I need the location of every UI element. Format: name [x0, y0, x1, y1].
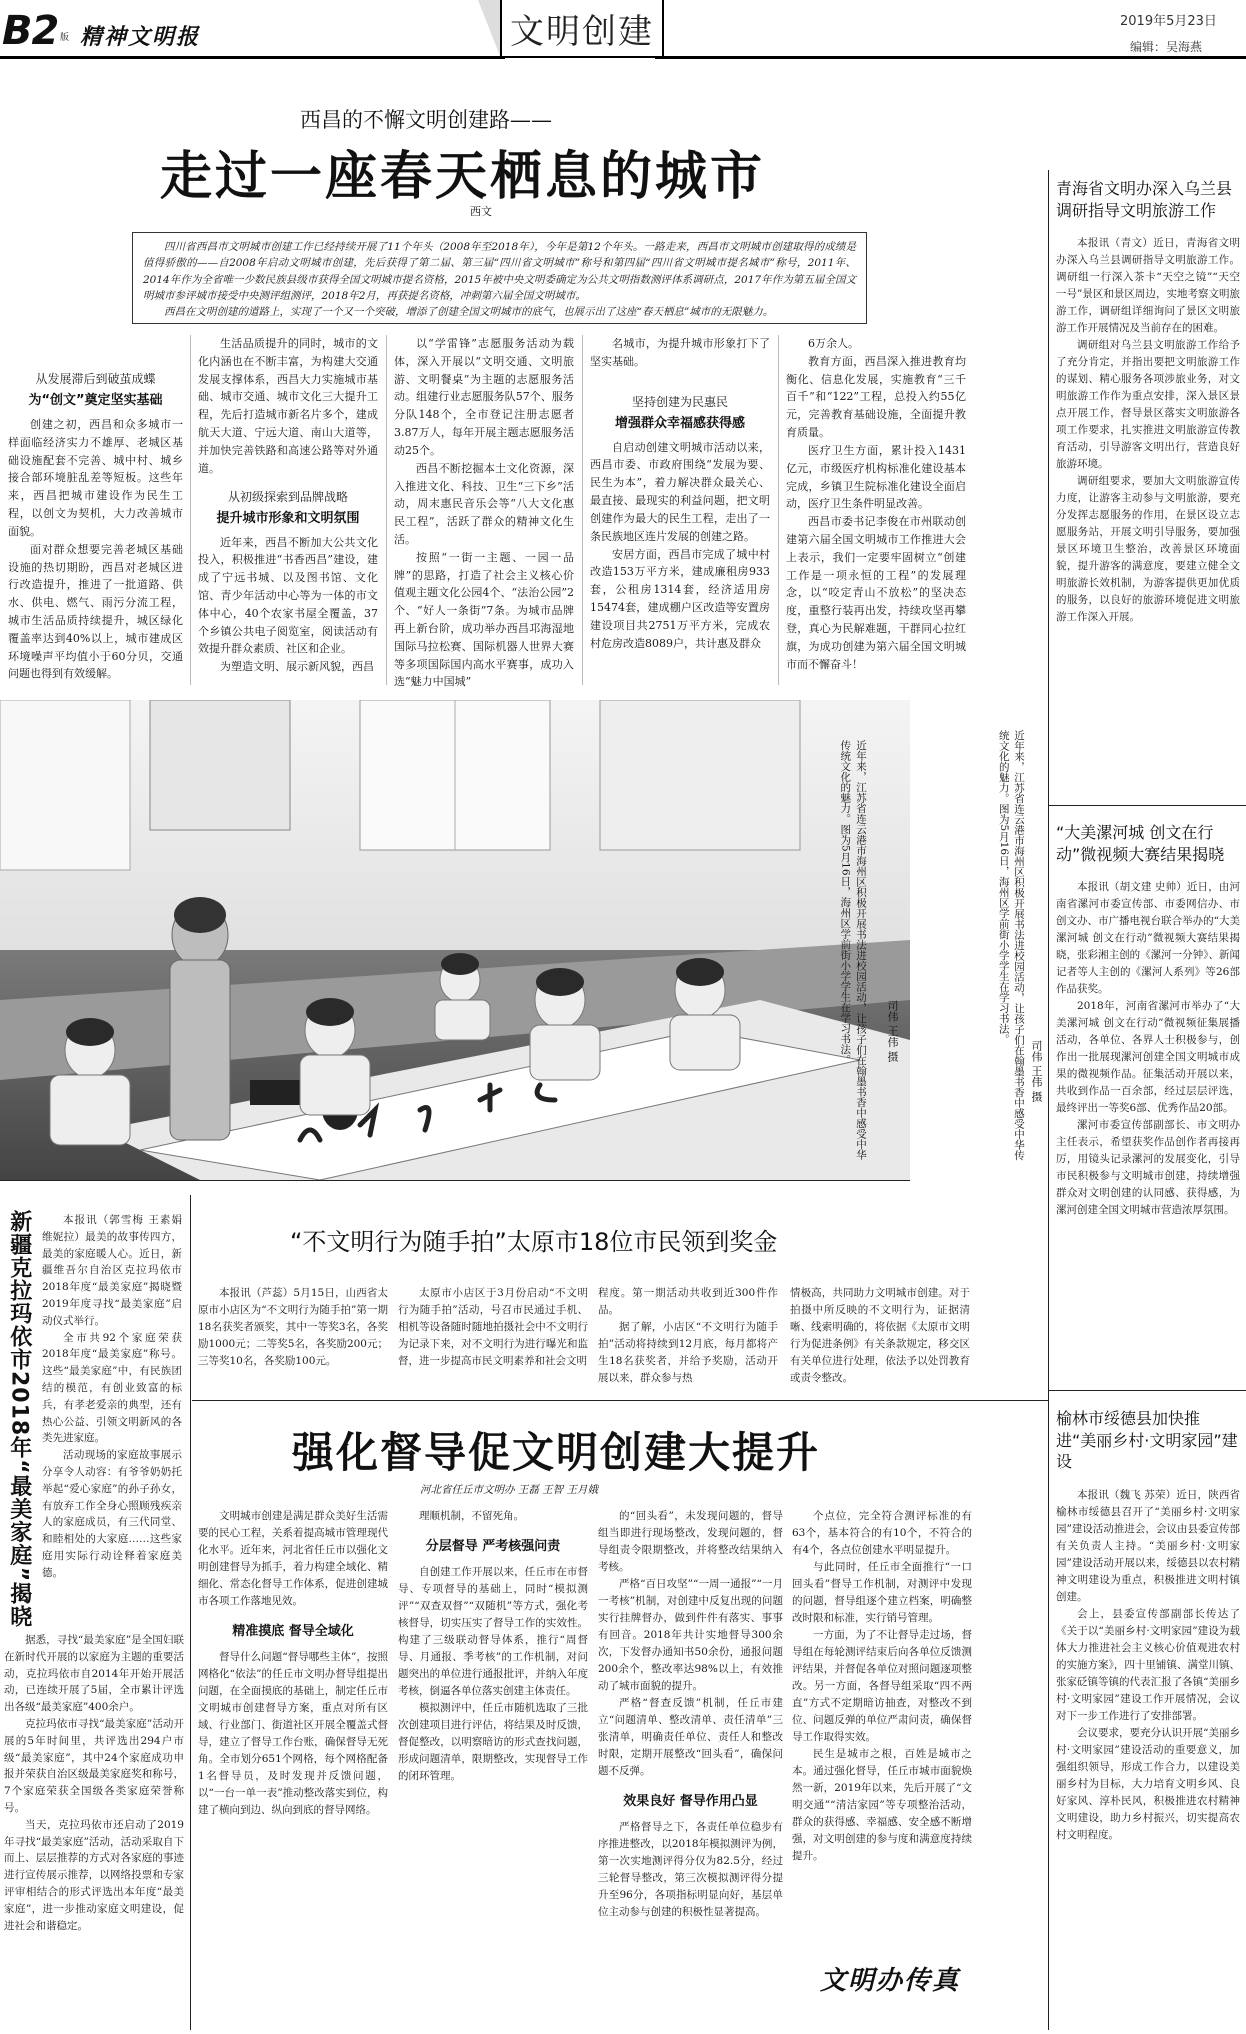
paragraph: 严格督导之下，各责任单位稳步有序推进整改，以2018年模拟测评为例，第一次实地测评得分仅为82.5分，经过三轮督导整改，第三次模拟测评得分提升至96分，各项指标明显向好，基层单位主动参与创建的积极性显著提高。: [598, 1821, 783, 1918]
subhead-title: 分层督导 严考核强问责: [425, 1539, 561, 1554]
column-text: [590, 335, 770, 371]
paragraph: 调研组对乌兰县文明旅游工作给予了充分肯定，并指出要把文明旅游工作的谋划、精心服务各项涉旅业务，对文明旅游工作作为重点安排，深入景区景点开展工作，督导景区落实文明旅游各项工作要求，扎实推进文明旅游宣传教育活动，引导游客文明出行，营造良好旅游环境。: [1056, 339, 1240, 471]
subhead-title: 效果良好 督导作用凸显: [623, 1794, 758, 1809]
lead-column: [198, 335, 378, 676]
lead-column: [590, 335, 770, 652]
supervision-title: 强化督导促文明创建大提升: [292, 1428, 821, 1477]
paragraph: 模拟测评中，任丘市随机选取了三批次创建项目进行评估，将结果及时反馈，督促整改，以明察暗访的形式查找问题，形成问题清单，限期整改，实现督导工作的闭环管理。: [398, 1702, 588, 1782]
sidebar-story-title: 榆林市绥德县加快推进“美丽乡村·文明家园”建设: [1056, 1409, 1238, 1472]
sidebar-story-title: 青海省文明办深入乌兰县调研指导文明旅游工作: [1056, 179, 1233, 220]
subhead-title: 提升城市形象和文明氛围: [216, 510, 360, 526]
supervision-byline: 河北省任丘市文明办 王磊 王智 王月娥: [420, 1484, 599, 1496]
wenming-ban-logo: 文明办传真: [820, 1966, 961, 1996]
award-column: [398, 1285, 588, 1370]
lead-title: 走过一座春天栖息的城市: [160, 147, 766, 207]
paragraph: 教育方面，西昌深入推进教育均衡化、信息化发展，实施教育“三千百千”和“122”工程，总投入约55亿元，完善教育基础设施，全面提升教育质量。: [786, 354, 966, 440]
sidebar-story-title: “大美漯河城 创文在行动”微视频大赛结果揭晓: [1056, 823, 1225, 864]
subhead-kicker: 坚持创建为民惠民: [631, 394, 728, 409]
lead-column: [394, 335, 574, 691]
paragraph: 严格“百日攻坚”“一周一通报”“一月一考核”机制，对创建中反复出现的问题实行挂牌督办，做到件件有落实、事事有回音。2018年共计实地督导300余次，下发督办通知书50余份，通报问题200余个，整改率达98%以上，有效推动了城市面貌的提升。: [598, 1578, 783, 1692]
column-text: [198, 1508, 388, 1610]
sidebar-story: [1056, 1408, 1240, 1844]
column-text: [198, 335, 378, 478]
paragraph: 本报讯（芦蕊）5月15日，山西省太原市小店区为“不文明行为随手拍”第一期18名获奖者颁奖，其中一等奖3名，各奖励1000元；二等奖5名，各奖励200元；三等奖10名，各奖励100元。: [198, 1287, 388, 1367]
sidebar-story-divider: [1048, 805, 1246, 806]
paragraph: 严格“督查反馈”机制，任丘市建立“问题清单、整改清单、责任清单”三张清单，明确责任单位、责任人和整改时限，定期开展整改“回头看”，确保问题不反弹。: [598, 1697, 783, 1777]
xinjiang-body: [42, 1212, 182, 1582]
paragraph: 自启动创建文明城市活动以来，西昌市委、市政府围绕“发展为要、民生为本”，着力解决群众最关心、最直接、最现实的利益问题，把文明创建作为最大的民生工程，走出了一条民族地区连片发展的创建之路。: [590, 440, 770, 543]
award-column: [198, 1285, 388, 1370]
xinjiang-title: 新疆克拉玛依市2018年“最美家庭”揭晓: [6, 1210, 32, 1629]
paragraph: 克拉玛依市寻找“最美家庭”活动开展的5年时间里，共评选出294户市级“最美家庭”，其中24个家庭成功申报并荣获自治区级最美家庭奖和称号，7个家庭荣获全国级各类家庭荣誉称号。: [4, 1717, 184, 1814]
paragraph: 文明城市创建是满足群众美好生活需要的民心工程，关系着提高城市管理现代化水平。近年来，河北省任丘市以强化文明创建督导为抓手，着力构建全域化、精细化、常态化督导工作体系，促进创建城市各项工作落地见效。: [198, 1510, 388, 1607]
lead-column: [786, 335, 966, 673]
photo-credit-text: 司伟 王伟 摄: [1030, 1040, 1043, 1102]
photo-caption: 近年来，江苏省连云港市海州区积极开展书法进校园活动，让孩子们在翰墨书香中感受中华传统文化的魅力。图为5月16日，海州区学前街小学学生在学习书法。: [839, 740, 867, 1160]
column-divider: [778, 335, 779, 685]
supervision-column: [398, 1508, 588, 1785]
paragraph: 全市共92个家庭荣获2018年度“最美家庭”称号。这些“最美家庭”中，有民族团结的模范，有创业致富的标兵，有孝老爱亲的典型，还有热心公益、引领文明新风的各类先进家庭。: [42, 1331, 182, 1445]
paragraph: 本报讯（胡文建 史帅）近日，由河南省漯河市委宣传部、市委网信办、市创文办、市广播电视台联合举办的“大美漯河城 创文在行动”微视频大赛结果揭晓，张彩湘主创的《漯河一分钟》、新闻记者等人主创的《漯河人系列》等26部作品获奖。: [1056, 881, 1240, 996]
sidebar-story: [1056, 178, 1240, 626]
xinjiang-body-cont: [4, 1632, 184, 1934]
lead-intro-paragraph: 西昌在文明创建的道路上，实现了一个又一个突破，增添了创建全国文明城市的底气，也展示出了这座“春天栖息”城市的无限魅力。: [164, 306, 774, 319]
paragraph: 西昌不断挖掘本土文化资源，深入推进文化、科技、卫生“三下乡”活动，周末惠民音乐会等“八大文化惠民工程”，活跃了群众的精神文化生活。: [394, 461, 574, 546]
calligraphy-class-photo: [0, 700, 910, 1180]
paragraph: 本报讯（郭雪梅 王素娟 维妮拉）最美的故事传四方，最美的家庭暖人心。近日，新疆维吾尔自治区克拉玛依市2018年度“最美家庭”揭晓暨2019年度寻找“最美家庭”启动仪式举行。: [42, 1214, 182, 1327]
paragraph: 生活品质提升的同时，城市的文化内涵也在不断丰富，为构建大交通发展支撑体系，西昌大力实施城市基础、城市交通、城市文化三大提升工程，先后打造城市新名片多个，建成航天大道、宁远大道、南山大道等，并加快完善铁路和高速公路等对外通道。: [198, 337, 378, 475]
paragraph: 民生是城市之根，百姓是城市之本。通过强化督导，任丘市城市面貌焕然一新，2019年以来，先后开展了“文明交通”“清洁家园”等专项整治活动，群众的获得感、幸福感、安全感不断增强，对文明创建的参与度和满意度持续提升。: [792, 1748, 972, 1862]
paragraph: 据悉，寻找“最美家庭”是全国妇联在新时代开展的以家庭为主题的重要活动，克拉玛依市自2014年开始开展活动，已连续开展了5届，全市累计评选出各级“最美家庭”400余户。: [4, 1634, 184, 1714]
paragraph: 情极高，共同助力文明城市创建。对于拍摄中所反映的不文明行为，证据清晰、线索明确的，将依据《太原市文明行为促进条例》有关条款规定，移交区有关单位进行处理，依法予以处罚教育或责令整改。: [790, 1287, 970, 1384]
paragraph: 与此同时，任丘市全面推行“一口回头看”督导工作机制，对测评中发现的问题，督导组逐个建立档案，明确整改时限和标准，实行销号管理。: [792, 1561, 972, 1624]
paragraph: 安居方面，西昌市完成了城中村改造153万平方米，建成廉租房933套，公租房1314套，经济适用房15474套，建成棚户区改造等安置房建设项目共2751万平方米，完成农村危房改造8089户，共计惠及群众: [590, 547, 770, 650]
paragraph: 当天，克拉玛依市还启动了2019年寻找“最美家庭”活动，活动采取自下而上、层层推荐的方式对各家庭的事迹进行宣传展示推荐，以网络投票和专家评审相结合的形式评选出本年度“最美家庭”，进一步推动家庭文明建设，促进社会和谐稳定。: [4, 1818, 184, 1932]
lead-intro-box: [132, 232, 867, 324]
lead-byline: 西文: [470, 205, 492, 218]
paragraph: 6万余人。: [808, 337, 859, 350]
header-rule-right: [655, 56, 1246, 59]
paragraph: 理顺机制，不留死角。: [419, 1510, 524, 1522]
section-title: 文明创建: [510, 11, 654, 52]
column-text: [198, 534, 378, 677]
column-text: [8, 416, 183, 683]
paragraph: 创建之初，西昌和众多城市一样面临经济实力不雄厚、老城区基础设施配套不完善、城中村、城乡接合部环境脏乱差等短板。这些年来，西昌把城市建设作为民生工程，以创文为契机，大力改善城市面貌。: [8, 418, 183, 538]
section-tab: [500, 0, 664, 58]
column-divider: [386, 335, 387, 685]
paragraph: 活动现场的家庭故事展示分享令人动容：有爷爷奶奶托举起“爱心家庭”的孙子孙女，有放弃工作全身心照顾残疾亲人的家庭成员，有三代同堂、和睦相处的大家庭……这些家庭用实际行动诠释着家庭美德。: [42, 1449, 182, 1579]
paragraph: 调研组要求，要加大文明旅游宣传力度，让游客主动参与文明旅游，要充分发挥志愿服务的作用，在景区设立志愿服务站，开展文明引导服务，要加强景区环境卫生整治，改善景区环境面貌，提升游客的满意度，要建立健全文明旅游长效机制，为游客提供更加优质的服务，以良好的旅游环境促进文明旅游工作深入开展。: [1056, 475, 1240, 624]
section-tab-corner: [478, 0, 500, 56]
header-rule-left: [0, 56, 505, 59]
column-text: [398, 1564, 588, 1785]
column-text: [198, 1649, 388, 1819]
award-title: “不文明行为随手拍”太原市18位市民领到奖金: [290, 1228, 778, 1256]
paragraph: 一方面，为了不让督导走过场，督导组在每轮测评结束后向各单位反馈测评结果，并督促各单位对照问题逐项整改。另一方面，各督导组采取“四不两直”方式不定期暗访抽查，对整改不到位、问题反弹的单位严肃问责，确保督导工作取得实效。: [792, 1629, 972, 1743]
supervision-column: [598, 1508, 783, 1921]
column-text: [598, 1819, 783, 1921]
page-number-suffix: 版: [60, 33, 70, 43]
sidebar-story: [1056, 822, 1240, 1219]
lead-intro-paragraph: 四川省西昌市文明城市创建工作已经持续开展了11个年头（2008年至2018年），今年是第12个年头。一路走来，西昌市文明城市创建取得的成绩是值得骄傲的——自2008年启动文明城市创建，先后获得了第二届、第三届“四川省文明城市”称号和第四届“四川省文明城市提名城市”称号，2011年、2014年作为全省唯一少数民族县级市获得全国文明城市提名资格，2015年被中央文明委确定为公共文明指数测评体系调研点，2017年作为第五届全国文明城市参评城市接受中央测评组测评，2018年2月，再获提名资格，冲刺第六届全国文明城市。: [143, 241, 856, 302]
paragraph: 会议要求，要充分认识开展“美丽乡村·文明家园”建设活动的重要意义，加强组织领导，形成工作合力，以建设美丽乡村为目标，大力培育文明乡风、良好家风、淳朴民风，积极推进农村精神文明建设，助力乡村振兴，切实提高农村文明程度。: [1056, 1726, 1240, 1841]
paragraph: 漯河市委宣传部副部长、市文明办主任表示，希望获奖作品创作者再接再厉，用镜头记录漯河的发展变化，引导市民积极参与文明城市创建，持续增强群众对文明创建的认同感、获得感，为漯河创建全国文明城市营造浓厚氛围。: [1056, 1119, 1240, 1217]
paragraph: 本报讯（魏飞 苏荣）近日，陕西省榆林市绥德县召开了“美丽乡村·文明家园”建设活动推进会，会议由县委宣传部有关负责人主持。“美丽乡村·文明家园”建设活动开展以来，绥德县以农村精神文明建设为重点，积极推进文明村镇创建。: [1056, 1488, 1240, 1603]
photo-caption-panel: [910, 700, 1048, 1180]
column-text: [394, 335, 574, 691]
story-divider: [192, 1400, 1048, 1401]
news-photo: [0, 700, 910, 1181]
column-divider: [582, 335, 583, 685]
column-text: [590, 439, 770, 653]
issue-date: 2019年5月23日: [1120, 14, 1217, 29]
paragraph: 医疗卫生方面，累计投入1431亿元，市级医疗机构标准化建设基本完成，乡镇卫生院标准化建设全面启动，医疗卫生条件明显改善。: [786, 443, 966, 511]
editor-name: 编辑：吴海燕: [1130, 40, 1203, 54]
subhead-kicker: 从发展滞后到破茧成蝶: [35, 372, 156, 386]
paragraph: 自创建工作开展以来，任丘市在市督导、专项督导的基础上，同时“模拟测评”“双查双督”“双随机”等方式，强化考核督导，切实压实了督导工作的实效性。构建了三级联动督导体系，推行“周督导、月通报、季考核”的工作机制，对问题突出的单位进行通报批评，并纳入年度考核，倒逼各单位落实创建主体责任。: [398, 1566, 588, 1697]
column-divider: [190, 1195, 191, 2030]
paragraph: 西昌市委书记李俊在市州联动创建第六届全国文明城市工作推进大会上表示，我们一定要牢固树立“创建工作是一项永恒的工程”的发展理念，以“咬定青山不放松”的坚决态度，重整行装再出发，持续攻坚再攀登，真心为民解难题，干群同心拉红旗，为成功创建为第六届全国文明城市而不懈奋斗！: [786, 515, 966, 671]
sidebar-story-body: [1056, 235, 1240, 626]
paragraph: 太原市小店区于3月份启动“不文明行为随手拍”活动，号召市民通过手机、相机等设备随时随地拍摄社会中不文明行为记录下来，对不文明行为进行曝光和监督，进一步提高市民文明素养和社会文明: [398, 1287, 588, 1367]
award-column: [790, 1285, 970, 1387]
paragraph: 为塑造文明、展示新风貌，西昌: [220, 660, 374, 674]
paragraph: 按照“一街一主题、一园一品牌”的思路，打造了社会主义核心价值观主题文化公园4个、“法治公园”2个、“好人一条街”7条。为城市品牌再上新台阶，成功举办西昌邛海湿地国际马拉松赛、国际机器人世界大赛等多项国际国内高水平赛事，成功入选“魅力中国城”: [394, 550, 574, 689]
lead-column: [8, 370, 183, 683]
paragraph: 名城市，为提升城市形象打下了坚实基础。: [590, 337, 770, 368]
photo-credit: 司伟 王伟 摄: [886, 1000, 899, 1062]
subhead-title: 增强群众幸福感获得感: [614, 415, 745, 431]
paper-name-logo: 精神文明报: [80, 24, 201, 50]
column-text: [598, 1508, 783, 1780]
column-text: [398, 1508, 588, 1525]
paragraph: 个点位，完全符合测评标准的有63个，基本符合的有10个，不符合的有4个，各点位创建水平明显提升。: [792, 1510, 972, 1556]
paragraph: 2018年，河南省漯河市举办了“大美漯河城 创文在行动”微视频征集展播活动，各单位、各界人士积极参与，创作出一批展现漯河创建全国文明城市成果的微视频作品。征集活动开展以来，共收到作品一百余部，经过层层评选，最终评出一等奖6部、优秀作品20部。: [1056, 1000, 1240, 1115]
award-column: [598, 1285, 778, 1387]
photo-caption-text: 近年来，江苏省连云港市海州区积极开展书法进校园活动，让孩子们在翰墨书香中感受中华传统文化的魅力。图为5月16日，海州区学前街小学学生在学习书法。: [997, 730, 1025, 1161]
paragraph: 以“学雷锋”志愿服务活动为载体，深入开展以“文明交通、文明旅游、文明餐桌”为主题的志愿服务活动。组建行业志愿服务队57个、服务分队148个，全市登记注册志愿者3.87万人，每年开展主题志愿服务活动25个。: [394, 337, 574, 457]
paragraph: 督导什么问题“督导哪些主体”，按照网格化“依法”的任丘市文明办督导组提出问题，在全面摸底的基础上，制定任丘市文明城市创建督导方案，重点对所有区域、行业部门、街道社区开展全覆盖式督导，建立了督导工作台账，确保督导无死角。全市划分651个网格，每个网格配备1名督导员，及时发现并反馈问题，以“一台一单一表”推动整改落实到位，构建了横向到边、纵向到底的督导网络。: [198, 1651, 388, 1816]
supervision-column: [792, 1508, 972, 1865]
paragraph: 会上，县委宣传部副部长传达了《关于以“美丽乡村·文明家园”建设为载体大力推进社会主义核心价值观进农村的实施方案》，四十里铺镇、满堂川镇、张家砭镇等镇的代表汇报了各镇“美丽乡村·文明家园”建设工作开展情况，会议对下一步工作进行了安排部署。: [1056, 1607, 1240, 1722]
sidebar-story-body: [1056, 879, 1240, 1219]
page-number: B2: [2, 8, 59, 54]
subhead-title: 精准摸底 督导全域化: [232, 1624, 354, 1639]
sidebar-story-divider: [1048, 1390, 1246, 1391]
column-text: [786, 335, 966, 673]
paragraph: 近年来，西昌不断加大公共文化投入，积极推进“书香西昌”建设，建成了宁远书城、以及图书馆、文化馆、青少年活动中心等为一体的市文体中心，40个农家书屋全覆盖，37个乡镇公共电子阅览室，阅读活动有效提升群众素质、社区和企业。: [198, 535, 378, 656]
paragraph: 程度。第一期活动共收到近300件作品。: [598, 1287, 778, 1316]
lead-kicker: 西昌的不懈文明创建路——: [300, 108, 552, 132]
paragraph: 面对群众想要完善老城区基础设施的热切期盼，西昌对老城区进行改造提升，推进了一批道路、供水、供电、燃气、雨污分流工程，城市生活品质持续提升，城区绿化覆盖率达到40%以上，城市建成区环境噪声平均值小于60分贝，交通问题也得到有效缓解。: [8, 542, 183, 681]
sidebar-story-body: [1056, 1487, 1240, 1844]
paragraph: 的“回头看”，未发现问题的，督导组当即进行现场整改，发现问题的，督导组责令限期整改，并将整改结果纳入考核。: [598, 1510, 783, 1573]
subhead-title: 为“创文”奠定坚实基础: [28, 393, 163, 408]
paragraph: 据了解，小店区“不文明行为随手拍”活动将持续到12月底，每月都将产生18名获奖者，并给予奖励，活动开展以来，群众参与热: [598, 1321, 778, 1384]
column-divider: [190, 335, 191, 685]
sidebar-divider: [1048, 170, 1049, 2030]
subhead-kicker: 从初级探索到品牌战略: [227, 489, 348, 504]
paragraph: 本报讯（青文）近日，青海省文明办深入乌兰县调研指导文明旅游工作。调研组一行深入茶卡“天空之镜”“天空一号”景区和景区周边，实地考察文明旅游工作，调研组详细询问了景区文明旅游工作开展情况及当前存在的困难。: [1056, 237, 1240, 335]
supervision-column: [198, 1508, 388, 1819]
column-text: [792, 1508, 972, 1865]
